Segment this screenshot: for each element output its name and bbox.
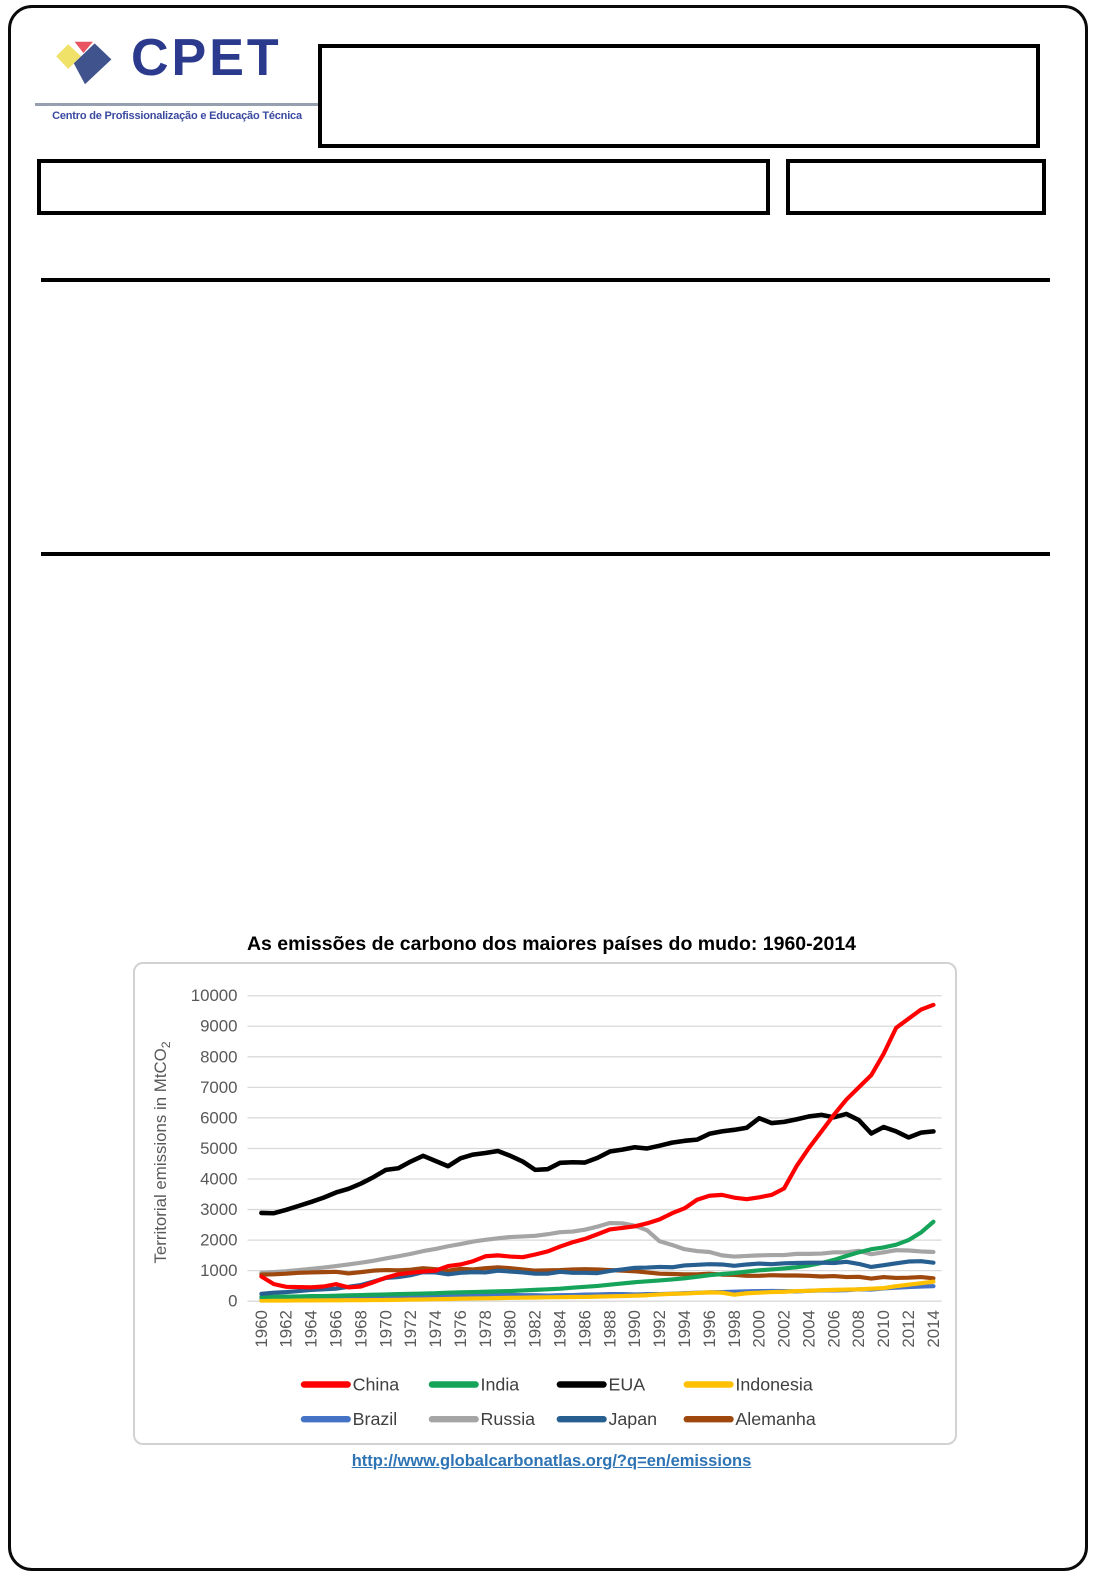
x-tick-label: 1984: [550, 1310, 570, 1348]
x-tick-label: 1978: [475, 1310, 495, 1348]
y-tick-label: 5000: [200, 1138, 238, 1158]
x-tick-label: 2014: [923, 1310, 943, 1348]
y-tick-label: 6000: [200, 1108, 238, 1128]
logo-subtitle: Centro de Profissionalização e Educação Técnica: [52, 110, 302, 122]
x-tick-label: 1970: [376, 1310, 396, 1348]
legend-label-india: India: [480, 1374, 520, 1395]
x-tick-label: 1974: [426, 1310, 446, 1348]
x-tick-label: 1994: [674, 1310, 694, 1348]
cpet-wordmark: CPET: [131, 29, 282, 87]
x-tick-label: 2002: [774, 1310, 794, 1348]
cpet-logo-icon: [53, 36, 117, 94]
y-tick-label: 4000: [200, 1169, 238, 1189]
grade-box: [786, 159, 1046, 215]
y-tick-label: 0: [228, 1291, 238, 1311]
y-tick-label: 1000: [200, 1261, 238, 1281]
legend-label-japan: Japan: [608, 1409, 658, 1430]
x-tick-label: 1988: [600, 1310, 620, 1348]
legend-label-alemanha: Alemanha: [735, 1409, 816, 1430]
x-tick-label: 1968: [351, 1310, 371, 1348]
y-tick-label: 7000: [200, 1077, 238, 1097]
logo-divider: [35, 103, 319, 106]
divider-line-1: [41, 278, 1050, 282]
diamond-blue-facet: [74, 43, 112, 84]
x-tick-label: 1976: [450, 1310, 470, 1348]
legend-label-china: China: [352, 1374, 400, 1395]
series-line-russia: [261, 1223, 933, 1273]
legend-label-indonesia: Indonesia: [735, 1374, 813, 1395]
legend-label-eua: EUA: [608, 1374, 646, 1395]
series-line-eua: [261, 1114, 933, 1213]
x-tick-label: 1998: [724, 1310, 744, 1348]
x-tick-label: 2010: [874, 1310, 894, 1348]
y-tick-label: 3000: [200, 1200, 238, 1220]
x-tick-label: 2008: [849, 1310, 869, 1348]
x-tick-label: 2012: [899, 1310, 919, 1348]
x-tick-label: 1990: [625, 1310, 645, 1348]
x-tick-label: 2000: [749, 1310, 769, 1348]
y-tick-label: 2000: [200, 1230, 238, 1250]
x-tick-label: 1972: [401, 1310, 421, 1348]
x-tick-label: 1992: [650, 1310, 670, 1348]
x-tick-label: 2004: [799, 1310, 819, 1348]
series-line-china: [261, 1005, 933, 1288]
chart-title: As emissões de carbono dos maiores países do mudo: 1960-2014: [246, 933, 857, 955]
y-tick-label: 8000: [200, 1047, 238, 1067]
y-axis-title: Territorial emissions in MtCO$_2$: [151, 1041, 174, 1264]
x-tick-label: 1982: [525, 1310, 545, 1348]
x-tick-label: 1996: [699, 1310, 719, 1348]
source-line: [0, 1452, 1103, 1471]
emissions-chart: [133, 962, 957, 1445]
x-tick-label: 1962: [276, 1310, 296, 1348]
x-tick-label: 1964: [301, 1310, 321, 1348]
x-tick-label: 1966: [326, 1310, 346, 1348]
legend-label-brazil: Brazil: [352, 1409, 398, 1430]
legend-label-russia: Russia: [480, 1409, 536, 1430]
student-info-box: [37, 159, 770, 215]
x-tick-label: 1980: [500, 1310, 520, 1348]
header-info-box: [318, 44, 1040, 148]
divider-line-2: [41, 552, 1050, 556]
chart-canvas: [135, 964, 955, 1443]
y-tick-label: 10000: [190, 986, 238, 1006]
source-link[interactable]: http://www.globalcarbonatlas.org/?q=en/emissions: [351, 1452, 752, 1470]
x-tick-label: 1986: [575, 1310, 595, 1348]
x-tick-label: 1960: [251, 1310, 271, 1348]
x-tick-label: 2006: [824, 1310, 844, 1348]
y-tick-label: 9000: [200, 1016, 238, 1036]
